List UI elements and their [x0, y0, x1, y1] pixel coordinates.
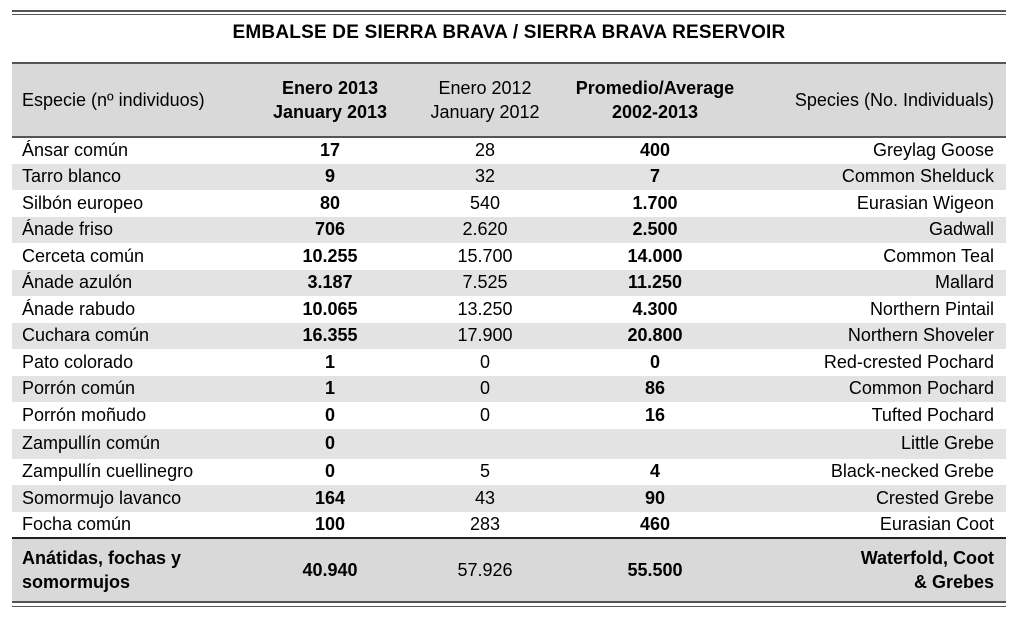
jan-2012-count: 7.525	[410, 270, 560, 297]
average-count: 86	[560, 376, 750, 403]
jan-2012-count: 17.900	[410, 323, 560, 350]
average-count: 460	[639, 513, 671, 534]
jan-2012-count: 540	[469, 192, 501, 213]
species-en: Mallard	[750, 270, 1006, 297]
species-es: Cuchara común	[12, 323, 250, 350]
jan-2013-count: 164	[250, 485, 410, 512]
table-row	[12, 164, 1006, 191]
jan-2012-count: 2.620	[410, 217, 560, 244]
top-rule	[12, 10, 1006, 12]
table-row	[12, 243, 1006, 270]
table-row	[12, 296, 1006, 323]
table-row	[12, 376, 1006, 403]
average-count: 16	[644, 404, 666, 425]
jan-2012-count	[410, 429, 560, 459]
jan-2012-count: 43	[410, 485, 560, 512]
header-jan-2013: Enero 2013 January 2013	[250, 64, 410, 137]
average-count: 7	[560, 164, 750, 191]
species-en: Tufted Pochard	[871, 404, 994, 425]
jan-2013-count: 10.255	[302, 245, 358, 266]
header-species-en: Species (No. Individuals)	[750, 64, 1006, 137]
species-es: Silbón europeo	[22, 192, 144, 213]
jan-2013-count: 1	[324, 351, 335, 372]
species-en: Eurasian Coot	[879, 513, 994, 534]
jan-2013-count: 0	[324, 461, 335, 482]
jan-2013-count: 17	[319, 140, 341, 161]
species-es: Pato colorado	[22, 351, 134, 372]
table-row	[12, 137, 1006, 164]
species-es: Zampullín cuellinegro	[22, 461, 194, 482]
average-count: 4.300	[632, 298, 678, 319]
table-row	[12, 485, 1006, 512]
species-es: Ánade rabudo	[22, 298, 136, 319]
jan-2013-count: 10.065	[302, 298, 358, 319]
species-en: Crested Grebe	[750, 485, 1006, 512]
species-en: Common Pochard	[750, 376, 1006, 403]
species-en: Black-necked Grebe	[830, 461, 994, 482]
table-row	[12, 270, 1006, 297]
average-count: 400	[639, 140, 671, 161]
species-es: Somormujo lavanco	[12, 485, 250, 512]
jan-2012-count: 32	[410, 164, 560, 191]
species-en: Gadwall	[750, 217, 1006, 244]
species-es: Porrón moñudo	[22, 404, 147, 425]
table-row	[12, 349, 1006, 376]
totals-jan-2012: 57.926	[410, 538, 560, 602]
census-table	[12, 64, 1006, 603]
average-count: 90	[560, 485, 750, 512]
header-jan-2012: Enero 2012 January 2012	[410, 64, 560, 137]
totals-average: 55.500	[560, 538, 750, 602]
species-en: Greylag Goose	[872, 140, 994, 161]
header-row	[12, 64, 1006, 137]
jan-2013-count: 0	[324, 404, 335, 425]
jan-2013-count: 1	[250, 376, 410, 403]
jan-2013-count: 0	[250, 429, 410, 459]
species-es: Ánsar común	[22, 140, 129, 161]
average-count	[560, 429, 750, 459]
jan-2012-count: 283	[469, 513, 501, 534]
jan-2012-count: 0	[479, 404, 490, 425]
table-row	[12, 217, 1006, 244]
average-count: 1.700	[632, 192, 678, 213]
totals-label-en: Waterfold, Coot & Grebes	[750, 538, 1006, 602]
average-count: 14.000	[627, 245, 683, 266]
jan-2013-count: 100	[314, 513, 346, 534]
species-es: Porrón común	[12, 376, 250, 403]
species-es: Focha común	[22, 513, 132, 534]
totals-jan-2013: 40.940	[250, 538, 410, 602]
species-en: Northern Shoveler	[750, 323, 1006, 350]
header-species-es: Especie (nº individuos)	[12, 64, 250, 137]
average-count: 11.250	[560, 270, 750, 297]
jan-2013-count: 16.355	[250, 323, 410, 350]
totals-label-es: Anátidas, fochas y somormujos	[12, 538, 250, 602]
table-row	[12, 402, 1006, 429]
table-row	[12, 323, 1006, 350]
jan-2013-count: 706	[250, 217, 410, 244]
jan-2013-count: 9	[250, 164, 410, 191]
jan-2012-count: 0	[479, 351, 490, 372]
totals-row	[12, 538, 1006, 602]
header-average: Promedio/Average 2002-2013	[560, 64, 750, 137]
jan-2012-count: 5	[479, 461, 490, 482]
jan-2012-count: 13.250	[457, 298, 513, 319]
jan-2012-count: 0	[410, 376, 560, 403]
bottom-rule-thin	[12, 606, 1006, 607]
species-es: Ánade azulón	[12, 270, 250, 297]
table-row	[12, 512, 1006, 539]
average-count: 4	[649, 461, 660, 482]
jan-2012-count: 28	[474, 140, 496, 161]
top-rule-thin	[12, 14, 1006, 15]
table-row	[12, 459, 1006, 486]
jan-2013-count: 80	[319, 192, 341, 213]
average-count: 2.500	[560, 217, 750, 244]
table-row	[12, 190, 1006, 217]
table-row	[12, 429, 1006, 459]
species-es: Ánade friso	[12, 217, 250, 244]
jan-2013-count: 3.187	[250, 270, 410, 297]
species-en: Red-crested Pochard	[823, 351, 994, 372]
average-count: 0	[649, 351, 660, 372]
average-count: 20.800	[560, 323, 750, 350]
table-title: EMBALSE DE SIERRA BRAVA / SIERRA BRAVA RESERVOIR	[232, 22, 786, 43]
species-en: Common Teal	[883, 245, 994, 266]
species-es: Zampullín común	[12, 429, 250, 459]
species-en: Little Grebe	[750, 429, 1006, 459]
species-en: Northern Pintail	[869, 298, 994, 319]
species-es: Cerceta común	[22, 245, 145, 266]
species-es: Tarro blanco	[12, 164, 250, 191]
species-en: Eurasian Wigeon	[856, 192, 994, 213]
species-en: Common Shelduck	[750, 164, 1006, 191]
jan-2012-count: 15.700	[457, 245, 513, 266]
